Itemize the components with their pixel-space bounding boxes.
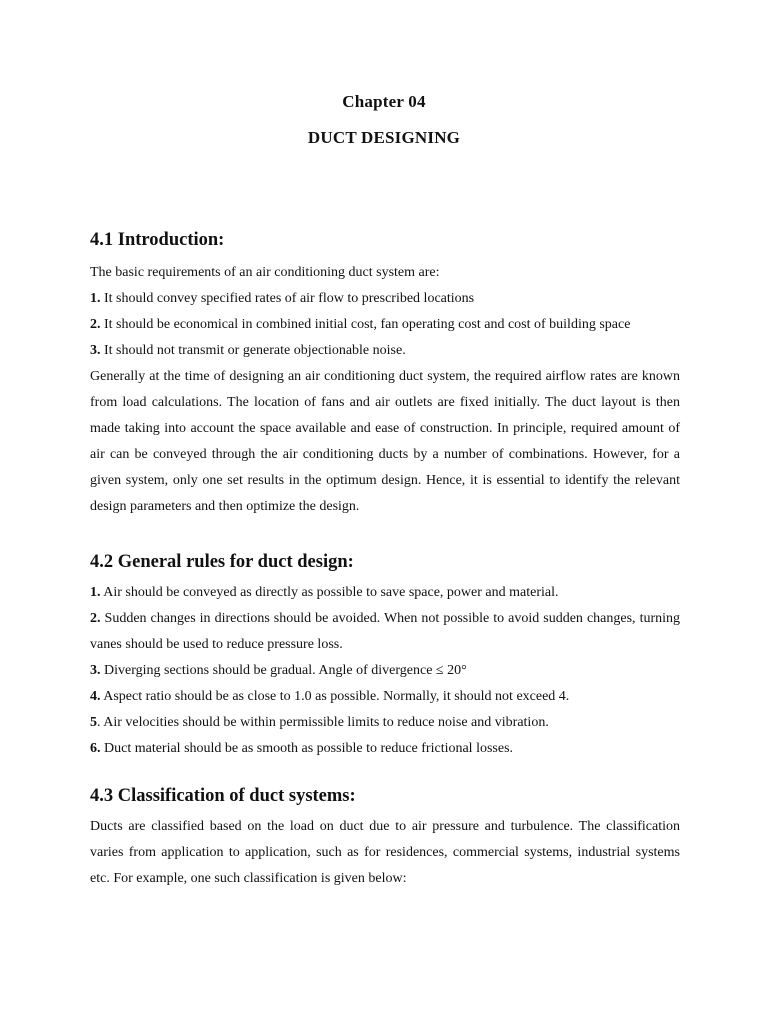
- item-number: 5: [90, 715, 97, 730]
- item-text: It should convey specified rates of air flow to prescribed locations: [104, 291, 475, 306]
- item-number: 6.: [90, 741, 101, 756]
- section-heading-classification: 4.3 Classification of duct systems:: [90, 786, 356, 806]
- item-text: Aspect ratio should be as close to 1.0 as possible. Normally, it should not exceed 4.: [103, 689, 570, 704]
- rule-item-3: [90, 658, 680, 684]
- requirement-item-1: [90, 286, 680, 312]
- intro-sentence: The basic requirements of an air conditioning duct system are:: [90, 265, 440, 280]
- rule-item-4: [90, 684, 680, 710]
- introduction-paragraph: Generally at the time of designing an air conditioning duct system, the required airflow rates are known from load calculations. The location of fans and air outlets are fixed initially. The duct layout is then made taking into account the space available and ease of construction. In principle, required amount of air can be conveyed through the air conditioning ducts by a number of combinations. However, for a given system, only one set results in the optimum design. Hence, it is essential to identify the relevant design parameters and then optimize the design.: [90, 369, 680, 514]
- rule-item-5: [90, 710, 680, 736]
- item-number: 1.: [90, 291, 101, 306]
- section-heading-general-rules: 4.2 General rules for duct design:: [90, 552, 354, 572]
- rule-item-1: [90, 580, 680, 606]
- item-number: 2.: [90, 317, 101, 332]
- item-text: It should be economical in combined initial cost, fan operating cost and cost of building space: [104, 317, 631, 332]
- item-text: Air should be conveyed as directly as possible to save space, power and material.: [103, 585, 559, 600]
- rule-item-6: [90, 736, 680, 762]
- rule-item-2: [90, 606, 680, 658]
- section-heading-introduction: 4.1 Introduction:: [90, 230, 225, 250]
- item-text: . Air velocities should be within permissible limits to reduce noise and vibration.: [97, 715, 549, 730]
- item-text: Duct material should be as smooth as possible to reduce frictional losses.: [104, 741, 514, 756]
- item-number: 2.: [90, 611, 101, 626]
- requirement-item-2: [90, 312, 680, 338]
- item-number: 4.: [90, 689, 101, 704]
- item-text: Sudden changes in directions should be avoided. When not possible to avoid sudden changes, turning vanes should be used to reduce pressure loss.: [90, 611, 681, 652]
- item-number: 3.: [90, 663, 101, 678]
- item-text: Diverging sections should be gradual. Angle of divergence ≤ 20°: [104, 663, 467, 678]
- item-text: It should not transmit or generate objectionable noise.: [104, 343, 406, 358]
- classification-paragraph: Ducts are classified based on the load on duct due to air pressure and turbulence. The classification varies from application to application, such as for residences, commercial systems, industrial systems etc. For example, one such classification is given below:: [90, 819, 680, 886]
- requirement-item-3: [90, 338, 680, 364]
- chapter-title: DUCT DESIGNING: [307, 128, 461, 147]
- item-number: 1.: [90, 585, 101, 600]
- item-number: 3.: [90, 343, 101, 358]
- chapter-number: Chapter 04: [342, 92, 426, 111]
